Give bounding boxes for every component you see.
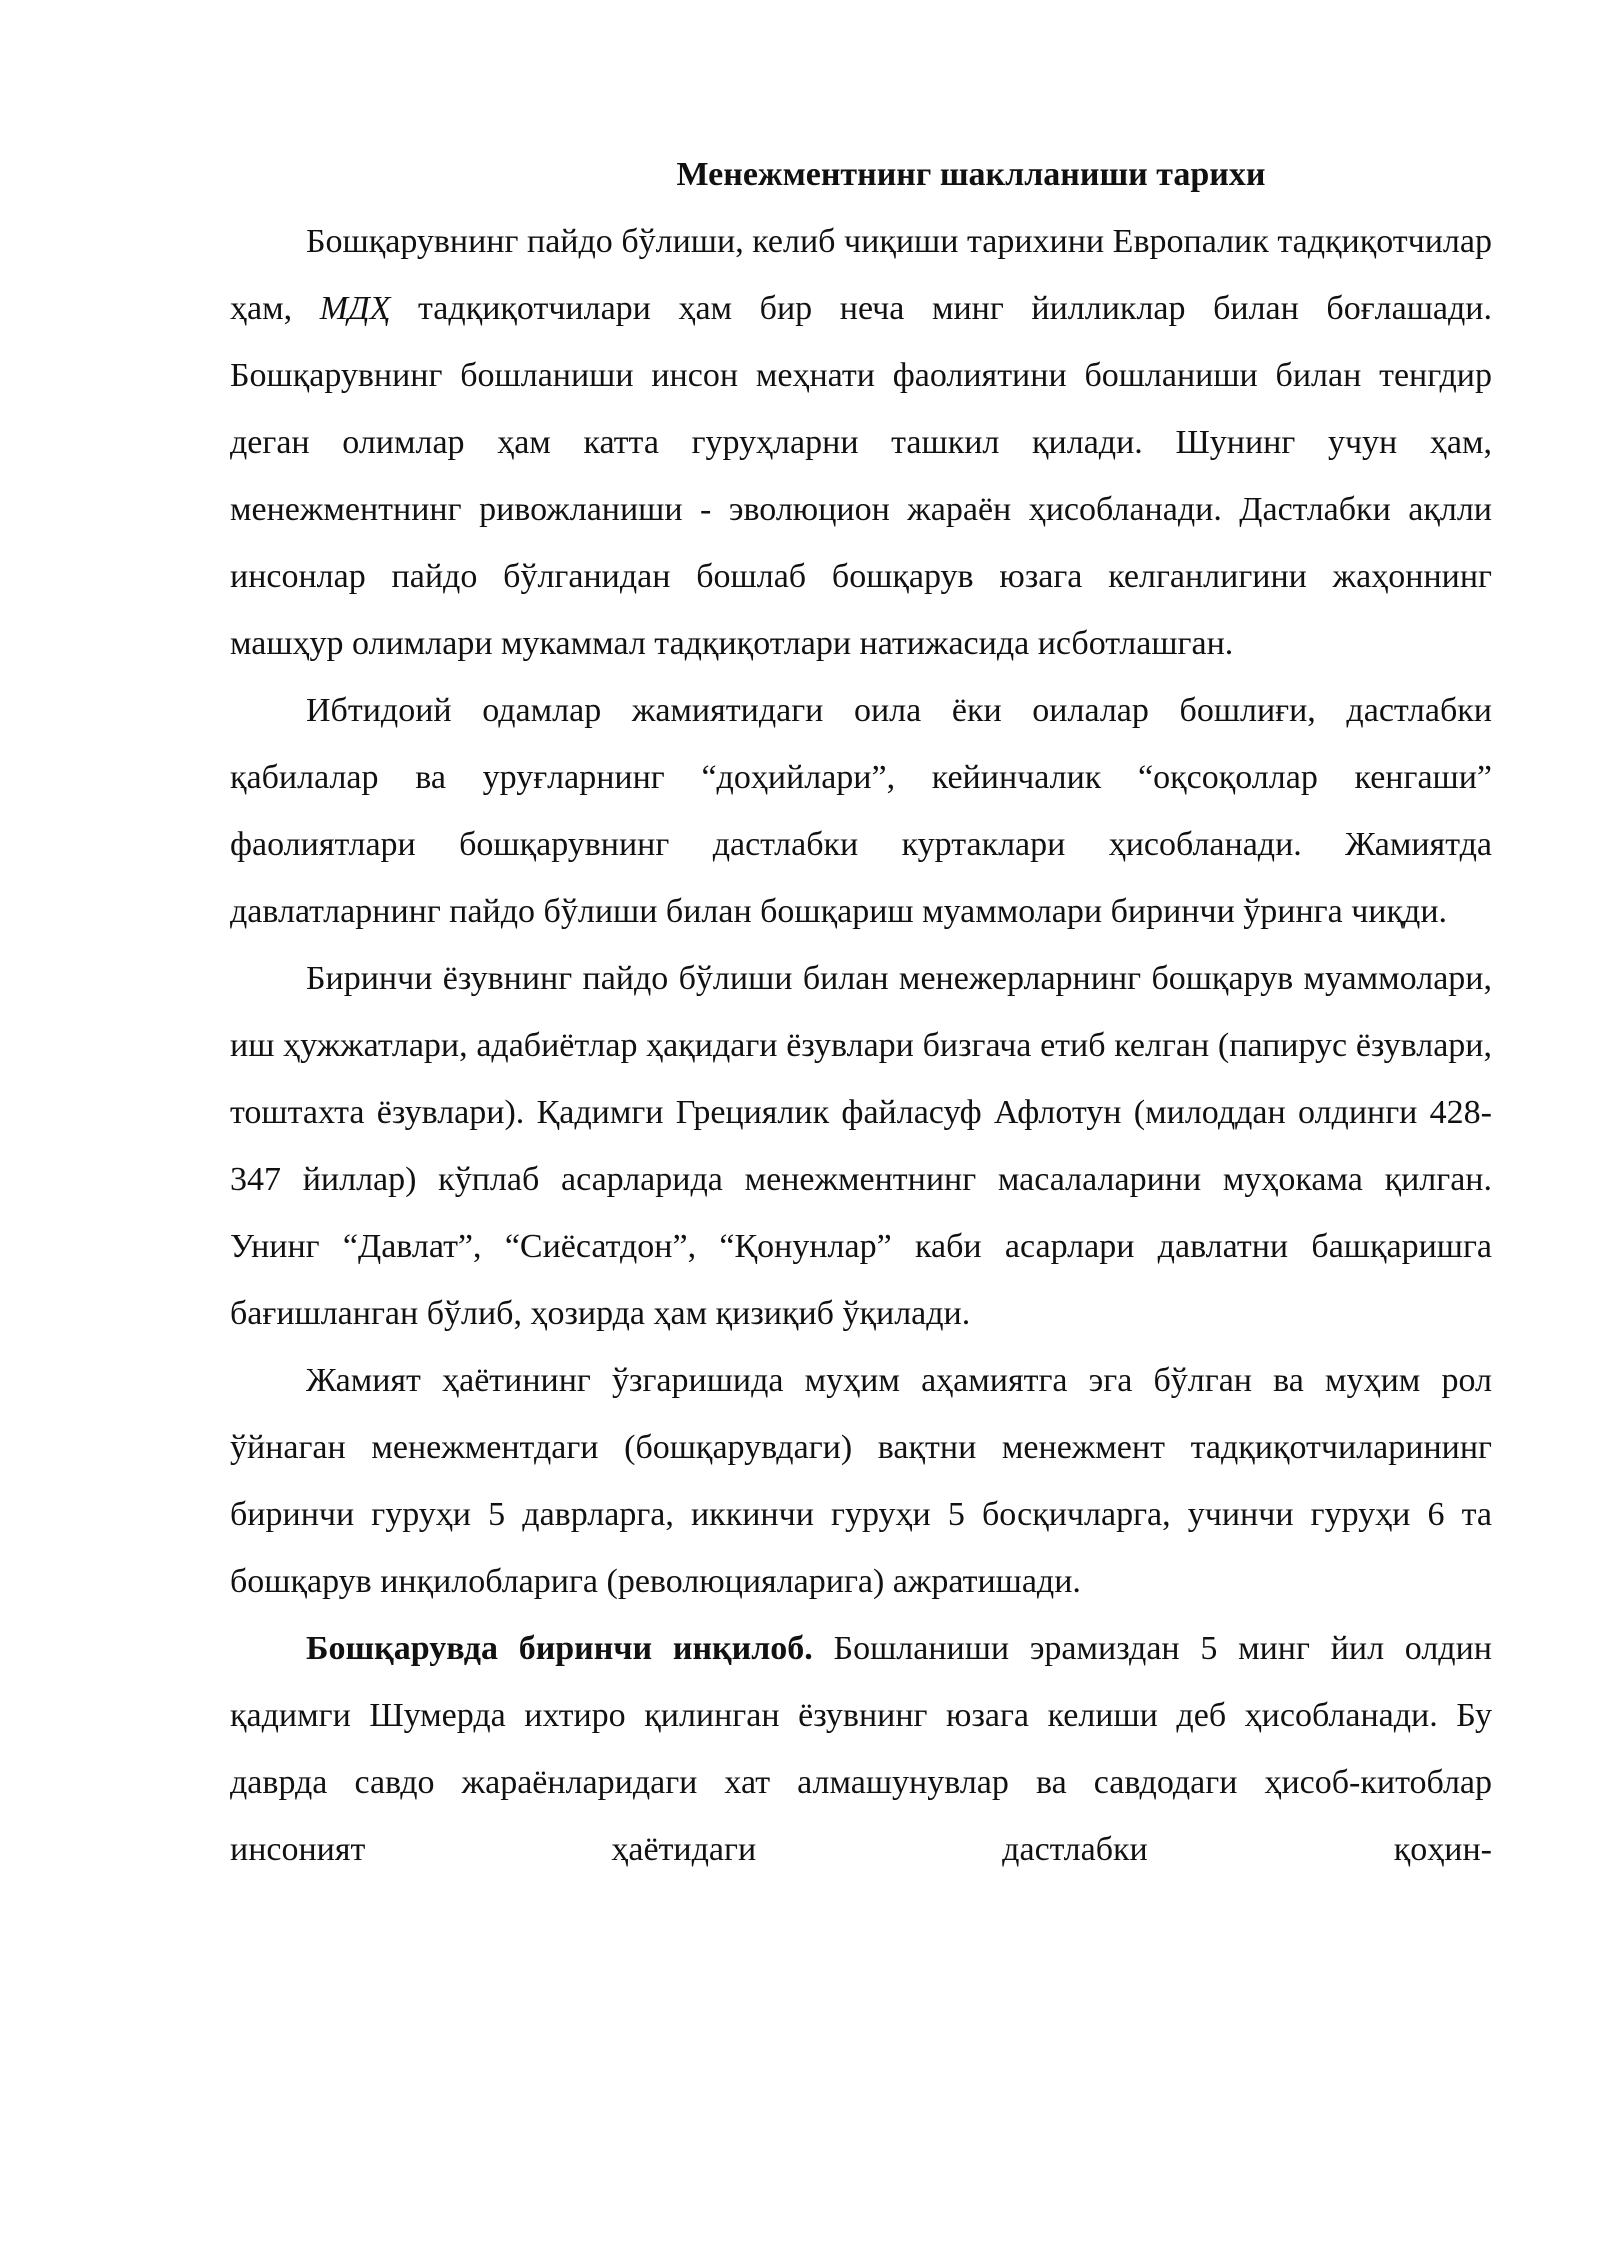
paragraph-1-text-a: Бошқарувнинг пайдо бўлиши, келиб чиқиши тарихини Европалик тадқиқотчилар ҳам, xyxy=(230,223,1492,327)
paragraph-2: Ибтидоий одамлар жамиятидаги оила ёки оилалар бошлиғи, дастлабки қабилалар ва уруғларнинг “доҳийлари”, кейинчалик “оқсоқоллар кенгаши” фаолиятлари бошқарувнинг дастлабки куртаклари ҳисобланади. Жамиятда давлатларнинг пайдо бўлиши билан бошқариш муаммолари биринчи ўринга чиқди. xyxy=(230,692,1492,930)
paragraph-5-text: Бошланиши эрамиздан 5 минг йил олдин қадимги Шумерда ихтиро қилинган ёзувнинг юзага келиши деб ҳисобланади. Бу даврда савдо жараёнларидаги хат алмашунувлар ва савдодаги ҳисоб-китоблар инсоният ҳаётидаги дастлабки қоҳин- xyxy=(230,1630,1492,1868)
paragraph-5-lead: Бошқарувда биринчи инқилоб. xyxy=(306,1630,813,1667)
page-title: Менежментнинг шаклланиши тарихи xyxy=(676,156,1266,193)
paragraph-4: Жамият ҳаётининг ўзгаришида муҳим аҳамиятга эга бўлган ва муҳим рол ўйнаган менежментдаги (бошқарувдаги) вақтни менежмент тадқиқотчиларининг биринчи гуруҳи 5 даврларга, иккинчи гуруҳи 5 босқичларга, учинчи гуруҳи 6 та бошқарув инқилобларига (революцияларига) ажратишади. xyxy=(230,1362,1492,1600)
document-body xyxy=(230,208,1492,1883)
paragraph-5 xyxy=(230,1615,1492,1883)
paragraph-3: Биринчи ёзувнинг пайдо бўлиши билан менежерларнинг бошқарув муаммолари, иш ҳужжатлари, адабиётлар ҳақидаги ёзувлари бизгача етиб келган (папирус ёзувлари, тоштахта ёзувлари). Қадимги Грециялик файласуф Афлотун (милоддан олдинги 428-347 йиллар) кўплаб асарларида менежментнинг масалаларини муҳокама қилган. Унинг “Давлат”, “Сиёсатдон”, “Қонунлар” каби асарлари давлатни башқаришга бағишланган бўлиб, ҳозирда ҳам қизиқиб ўқилади. xyxy=(230,960,1492,1332)
paragraph-1-emphasis: МДҲ xyxy=(319,290,391,327)
paragraph-1-text-b: тадқиқотчилари ҳам бир неча минг йилликлар билан боғлашади. Бошқарувнинг бошланиши инсон меҳнати фаолиятини бошланиши билан тенгдир деган олимлар ҳам катта гуруҳларни ташкил қилади. Шунинг учун ҳам, менежментнинг ривожланиши - эволюцион жараён ҳисобланади. Дастлабки ақлли инсонлар пайдо бўлганидан бошлаб бошқарув юзага келганлигини жаҳоннинг машҳур олимлари мукаммал тадқиқотлари натижасида исботлашган. xyxy=(230,290,1492,662)
paragraph-1 xyxy=(230,208,1492,677)
